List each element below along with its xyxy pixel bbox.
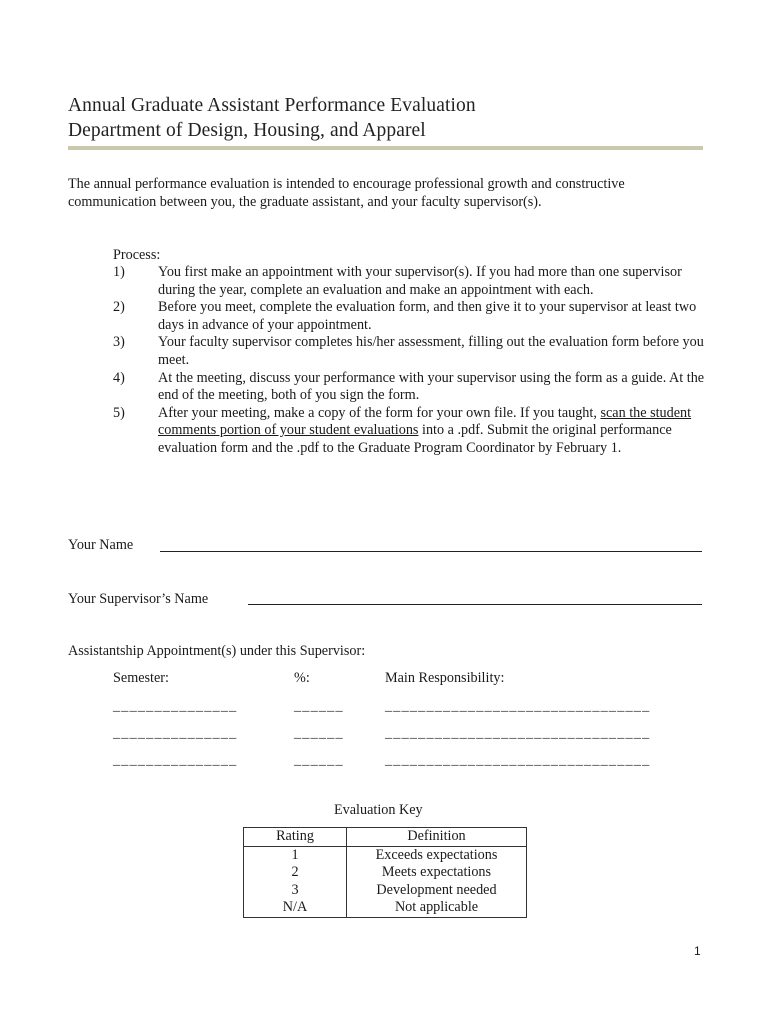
rating-cell: 3	[244, 882, 347, 900]
process-label: Process:	[113, 247, 161, 263]
semester-column-header: Semester:	[113, 670, 169, 686]
process-step	[113, 334, 708, 369]
percent-column-header: %:	[294, 670, 310, 686]
title-divider	[68, 146, 703, 150]
intro-paragraph: The annual performance evaluation is intended to encourage professional growth and constructive communication between you, the graduate assistant, and your faculty supervisor(s).	[68, 176, 625, 211]
step-number: 5)	[113, 404, 125, 421]
percent-blank[interactable]: ______	[294, 752, 344, 768]
evaluation-key-title: Evaluation Key	[334, 802, 423, 818]
definition-cell: Not applicable	[347, 899, 527, 917]
definition-cell: Meets expectations	[347, 864, 527, 882]
step-number: 1)	[113, 264, 125, 280]
semester-blank[interactable]: _______________	[113, 725, 238, 741]
definition-cell: Exceeds expectations	[347, 846, 527, 864]
step-text: At the meeting, discuss your performance with your supervisor using the form as a guide. At the end of the meeting, both of you sign the form.	[158, 369, 705, 404]
department-title: Department of Design, Housing, and Apparel	[68, 120, 426, 141]
page-number: 1	[694, 944, 701, 958]
percent-blank[interactable]: ______	[294, 698, 344, 714]
semester-blank[interactable]: _______________	[113, 698, 238, 714]
table-header-row	[244, 828, 527, 847]
process-step	[113, 299, 708, 334]
step-text-part: After your meeting, make a copy of the form for your own file. If you taught,	[158, 404, 601, 421]
process-step	[113, 264, 708, 299]
table-row	[244, 899, 527, 917]
definition-cell: Development needed	[347, 882, 527, 900]
rating-cell: 1	[244, 846, 347, 864]
step-text-part: into a .pdf. Submit the original performance evaluation form and the .pdf to the Graduate Program Coordinator by February 1.	[158, 422, 672, 456]
table-row	[244, 846, 527, 864]
rating-cell: N/A	[244, 899, 347, 917]
rating-column-header: Rating	[244, 828, 347, 847]
process-steps	[113, 264, 708, 458]
step-number: 2)	[113, 299, 125, 316]
step-text	[158, 405, 708, 458]
responsibility-blank[interactable]: ________________________________	[385, 698, 651, 714]
supervisor-name-label: Your Supervisor’s Name	[68, 591, 209, 607]
responsibility-blank[interactable]: ________________________________	[385, 752, 651, 768]
step-text: You first make an appointment with your supervisor(s). If you had more than one supervisor during the year, complete an evaluation and make an appointment with each.	[158, 264, 682, 298]
definition-column-header: Definition	[347, 828, 527, 847]
process-step	[113, 370, 708, 405]
document-title: Annual Graduate Assistant Performance Evaluation	[68, 95, 476, 116]
your-name-field[interactable]	[160, 551, 702, 552]
appointments-heading: Assistantship Appointment(s) under this Supervisor:	[68, 643, 366, 659]
supervisor-name-field[interactable]	[248, 604, 702, 605]
table-row	[244, 882, 527, 900]
step-number: 3)	[113, 334, 125, 351]
underlined-instruction: scan the student comments portion of your student evaluations	[158, 404, 692, 439]
responsibility-column-header: Main Responsibility:	[385, 670, 505, 686]
evaluation-key-table	[243, 827, 527, 918]
process-step	[113, 405, 708, 458]
semester-blank[interactable]: _______________	[113, 752, 238, 768]
responsibility-blank[interactable]: ________________________________	[385, 725, 651, 741]
step-number: 4)	[113, 369, 125, 386]
step-text: Before you meet, complete the evaluation form, and then give it to your supervisor at least two days in advance of your appointment.	[158, 299, 697, 333]
table-row	[244, 864, 527, 882]
step-text: Your faculty supervisor completes his/her assessment, filling out the evaluation form before you meet.	[158, 334, 704, 368]
your-name-label: Your Name	[68, 537, 134, 553]
percent-blank[interactable]: ______	[294, 725, 344, 741]
rating-cell: 2	[244, 864, 347, 882]
